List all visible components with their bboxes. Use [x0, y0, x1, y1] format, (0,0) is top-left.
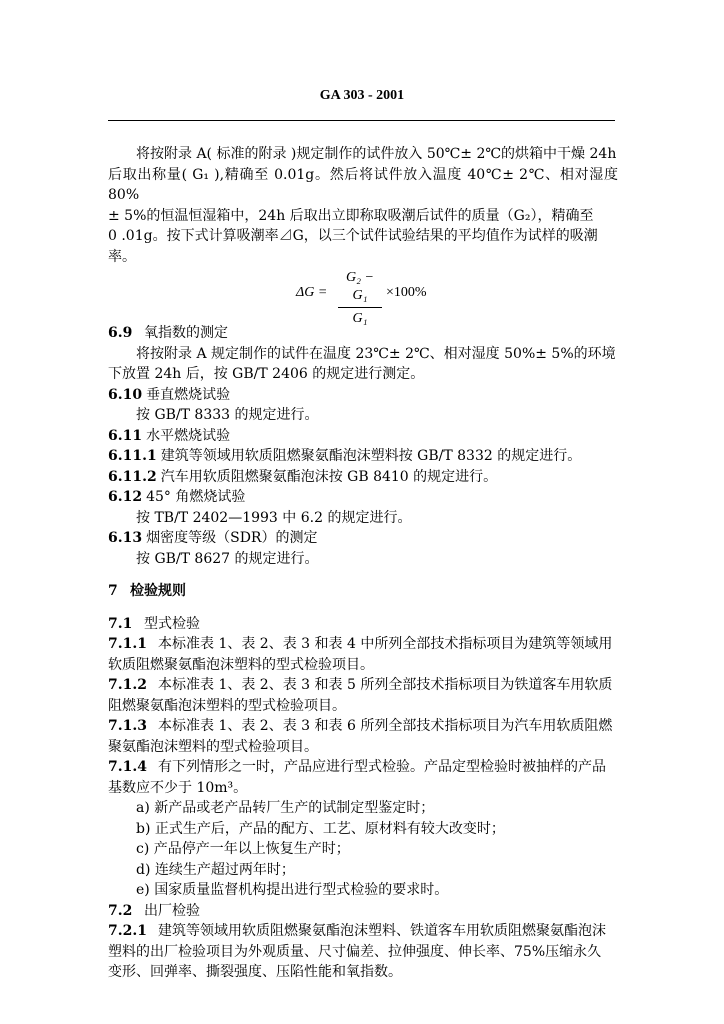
- section-6-9-body: 下放置 24h 后，按 GB/T 2406 的规定进行测定。: [108, 366, 425, 382]
- section-7-1-2: [108, 675, 618, 696]
- section-6-11-2: [108, 467, 618, 488]
- section-text: 建筑等领域用软质阻燃聚氨酯泡沫塑料按 GB/T 8332 的规定进行。: [160, 448, 582, 464]
- list-item: d) 连续生产超过两年时；: [136, 861, 295, 878]
- list-item: e) 国家质量监督机构提出进行型式检验的要求时。: [136, 882, 449, 898]
- section-6-9-body: 将按附录 A 规定制作的试件在温度 23℃± 2℃、相对湿度 50%± 5%的环境: [136, 345, 616, 362]
- section-6-11-1: [108, 446, 618, 467]
- intro-line: 后取出称量( G₁ ),精确至 0.01g。然后将试件放入温度 40℃± 2℃、相对湿度 80%: [108, 166, 618, 203]
- formula-rhs: ×100%: [386, 285, 427, 300]
- fraction-bar: [338, 307, 382, 308]
- intro-line: 率。: [108, 248, 136, 265]
- section-number: 6.10: [108, 386, 143, 403]
- section-number: 7.2.1: [108, 923, 147, 939]
- section-number: 7.1.2: [108, 677, 147, 693]
- formula-lhs: ΔG =: [296, 285, 328, 300]
- intro-line: ± 5%的恒温恒湿箱中，24h 后取出立即称取吸潮后试件的质量（G₂），精确至: [108, 207, 594, 224]
- section-7-1-4: [108, 757, 618, 778]
- list-item: b) 正式生产后，产品的配方、工艺、原材料有较大改变时；: [136, 820, 505, 837]
- list-item: a) 新产品或老产品转厂生产的试制定型鉴定时；: [136, 800, 435, 816]
- section-text: 本标准表 1、表 2、表 3 和表 6 所列全部技术指标项目为汽车用软质阻燃: [158, 718, 613, 734]
- section-title: 出厂检验: [144, 902, 200, 919]
- section-title: 氧指数的测定: [144, 325, 228, 341]
- section-number: 6.13: [108, 530, 143, 546]
- section-7-1-1: [108, 634, 618, 655]
- section-6-11-heading: [108, 426, 618, 447]
- section-text: 本标准表 1、表 2、表 3 和表 5 所列全部技术指标项目为铁道客车用软质: [158, 677, 613, 693]
- section-text: 汽车用软质阻燃聚氨酯泡沫按 GB 8410 的规定进行。: [160, 468, 498, 485]
- section-7-2-heading: [108, 901, 618, 922]
- section-6-10-body: 按 GB/T 8333 的规定进行。: [136, 407, 319, 423]
- section-number: 6.11.2: [108, 468, 157, 485]
- formula-denominator: G₁: [352, 311, 368, 326]
- section-title: 45° 角燃烧试验: [146, 489, 246, 505]
- section-text: 本标准表 1、表 2、表 3 和表 4 中所列全部技术指标项目为建筑等领域用: [158, 636, 613, 652]
- section-7-1-1-cont: 软质阻燃聚氨酯泡沫塑料的型式检验项目。: [108, 656, 374, 673]
- section-number: 7.1: [108, 615, 133, 632]
- list-item: c) 产品停产一年以上恢复生产时；: [136, 841, 350, 857]
- section-number: 6.11: [108, 427, 143, 444]
- section-6-12-body: 按 TB/T 2402—1993 中 6.2 的规定进行。: [136, 509, 412, 526]
- section-text: 建筑等领域用软质阻燃聚氨酯泡沫塑料、铁道客车用软质阻燃聚氨酯泡沫: [158, 923, 606, 939]
- formula-fraction: [338, 269, 382, 328]
- section-number: 7.1.4: [108, 759, 147, 775]
- section-title: 垂直燃烧试验: [146, 386, 231, 403]
- section-text: 有下列情形之一时，产品应进行型式检验。产品定型检验时被抽样的产品: [158, 759, 606, 775]
- section-title: 水平燃烧试验: [146, 427, 231, 444]
- section-number: 7: [108, 583, 118, 599]
- standard-code: GA 303 - 2001: [319, 88, 405, 103]
- section-title: 烟密度等级（SDR）的测定: [146, 530, 318, 546]
- section-title: 检验规则: [130, 583, 186, 599]
- section-7-2-1: [108, 921, 618, 942]
- intro-paragraph: [108, 144, 618, 267]
- section-7-1-4-cont: 基数应不少于 10m³。: [108, 779, 248, 796]
- section-6-13-body: 按 GB/T 8627 的规定进行。: [136, 550, 319, 567]
- section-7-1-heading: [108, 614, 618, 635]
- section-number: 7.1.3: [108, 718, 147, 734]
- section-7-2-1-cont: 变形、回弹率、撕裂强度、压陷性能和氧指数。: [108, 964, 402, 980]
- section-number: 7.2: [108, 902, 133, 919]
- section-number: 6.9: [108, 325, 133, 341]
- chapter-7-heading: [108, 581, 618, 602]
- section-6-13-heading: [108, 528, 618, 549]
- spacer: [108, 602, 618, 614]
- moisture-absorption-formula: [108, 269, 618, 326]
- header-rule: [108, 120, 615, 121]
- section-6-10-heading: [108, 385, 618, 406]
- section-7-2-1-cont: 塑料的出厂检验项目为外观质量、尺寸偏差、拉伸强度、伸长率、75%压缩永久: [108, 943, 602, 960]
- condition-list: [108, 798, 618, 901]
- formula-numerator: G₂ − G₁: [346, 270, 374, 303]
- section-6-12-heading: [108, 487, 618, 508]
- section-7-1-3-cont: 聚氨酯泡沫塑料的型式检验项目。: [108, 738, 318, 755]
- section-number: 6.11.1: [108, 448, 157, 464]
- section-number: 6.12: [108, 489, 143, 505]
- section-number: 7.1.1: [108, 636, 147, 652]
- intro-line: 0 .01g。按下式计算吸潮率⊿G，以三个试件试验结果的平均值作为试样的吸潮: [108, 228, 598, 244]
- document-body: [108, 144, 618, 983]
- section-7-1-2-cont: 阻燃聚氨酯泡沫塑料的型式检验项目。: [108, 697, 346, 714]
- section-title: 型式检验: [144, 615, 200, 632]
- intro-line: 将按附录 A( 标准的附录 )规定制作的试件放入 50℃± 2℃的烘箱中干燥 24h: [136, 146, 617, 162]
- spacer: [108, 569, 618, 581]
- section-7-1-3: [108, 716, 618, 737]
